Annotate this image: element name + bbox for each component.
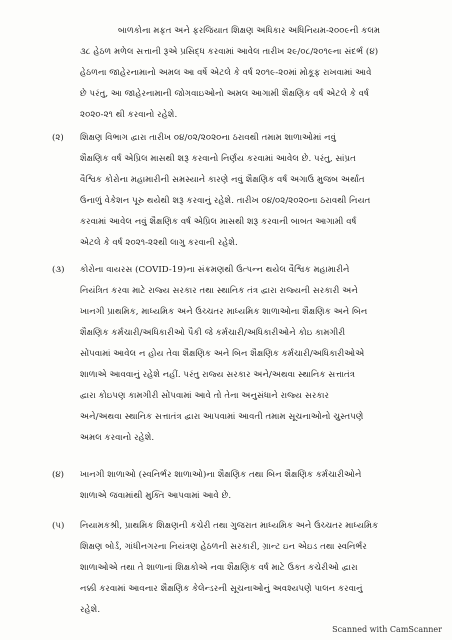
item-number: (૩) [52, 265, 65, 275]
intro-line: બાળકોના મફત અને ફરજિયાત શિક્ષણ અધિકાર અધિનિયમ-૨૦૦૯ની કલમ [118, 26, 381, 36]
item-line: વૈશ્વિક કોરોના મહામારીની સમસ્યાને કારણે નવું શૈક્ષણિક વર્ષ અગાઉ મુજબ અર્થાત [80, 175, 365, 185]
item-line: નક્કી કરવામાં આવનાર શૈક્ષણિક કેલેન્ડરની સૂચનાઓનું અવશ્યપણે પાલન કરવાનું [80, 584, 363, 594]
item-line: કરવામાં આવેલ નવું શૈક્ષણિક વર્ષ એપ્રિલ માસથી શરૂ કરવાની બાબત આગામી વર્ષ [80, 217, 357, 227]
item-line: શૈક્ષણિક કર્મચારી/અધિકારીઓ પૈકી જે કર્મચારી/અધિકારીઓને કોઇ કામગીરી [80, 328, 346, 338]
item-line: શાળાઓએ તથા તે શાળાનાં શિક્ષકોએ નવા શૈક્ષણિક વર્ષ માટે ઉક્ત કચેરીઓ દ્વારા [80, 563, 358, 573]
item-line: રહેશે. [80, 605, 101, 615]
item-line: ખાનગી શાળાઓ (સ્વનિર્ભર શાળાઓ)ના શૈક્ષણિક તથા બિન શૈક્ષણિક કર્મચારીઓને [80, 470, 362, 480]
item-line: કોરોના વાયરસ (COVID-19)ના સંક્રમણથી ઉત્પન્ન થયેલ વૈશ્વિક મહામારીને [80, 265, 350, 275]
intro-line: હેઠળના જાહેરનામાનો અમલ આ વર્ષે એટલે કે વર્ષ ૨૦૧૯-૨૦માં મોકૂફ રાખવામાં આવે [80, 68, 372, 78]
item-line: શાળાએ જવામાંથી મુક્તિ આપવામાં આવે છે. [80, 491, 232, 501]
item-number: (૫) [52, 521, 65, 531]
camscanner-watermark: Scanned with CamScanner [332, 625, 442, 634]
item-line: દ્વારા કોઇપણ કામગીરી સોંપવામાં આવે તો તેના અનુસંધાને રાજ્ય સરકાર [80, 391, 330, 401]
item-line: શૈક્ષણિક વર્ષ એપ્રિલ માસથી શરૂ કરવાનો નિર્ણય કરવામાં આવેલ છે. પરંતુ, સાંપ્રત [80, 154, 356, 164]
item-line: શિક્ષણ વિભાગ દ્વારા તારીખ ૦૪/૦૨/૨૦૨૦ના ઠરાવથી તમામ શાળાઓમાં નવું [80, 133, 337, 143]
item-number: (૨) [52, 133, 64, 143]
item-line: અમલ કરવાનો રહેશે. [80, 433, 155, 443]
item-line: એટલે કે વર્ષ ૨૦૨૧-૨૨થી લાગુ કરવાની રહેશે. [80, 238, 238, 248]
intro-line: છે પરંતુ, આ જાહેરનામાની જોગવાઇઓનો અમલ આગામી શૈક્ષણિક વર્ષ એટલે કે વર્ષ [80, 89, 369, 99]
item-line: શાળાએ આવવાનું રહેશે નહીં. પરંતુ રાજ્ય સરકાર અને/અથવા સ્થાનિક સત્તાતંત્ર [80, 370, 356, 380]
item-line: ખાનગી પ્રાથમિક, માધ્યમિક અને ઉચ્ચતર માધ્યમિક શાળાઓના શૈક્ષણિક અને બિન [80, 307, 368, 317]
intro-line: ૩૮ હેઠળ મળેલ સત્તાની રૂએ પ્રસિદ્ધ કરવામાં આવેલ તારીખ ૨૯/૦૮/૨૦૧૯ના સંદર્ભ (૪) [80, 47, 379, 57]
item-number: (૪) [52, 470, 65, 480]
intro-line: ૨૦૨૦-૨૧ થી કરવાનો રહેશે. [80, 110, 178, 120]
item-line: અને/અથવા સ્થાનિક સત્તાતંત્ર દ્વારા આપવામાં આવતી તમામ સૂચનાઓનો ચુસ્તપણે [80, 412, 364, 422]
item-line: નિયામકશ્રી, પ્રાથમિક શિક્ષણની કચેરી તથા ગુજરાત માધ્યમિક અને ઉચ્ચતર માધ્યમિક [80, 521, 379, 531]
item-line: સોંપવામાં આવેલ ન હોય તેવા શૈક્ષણિક અને બિન શૈક્ષણિક કર્મચારી/અધિકારીઓએ [80, 349, 365, 359]
item-line: શિક્ષણ બોર્ડ, ગાંધીનગરના નિયંત્રણ હેઠળની સરકારી, ગ્રાન્ટ ઇન એઇડ તથા સ્વનિર્ભર [80, 542, 367, 552]
item-line: ઉનાળું વેકેશન પૂરુ થયેથી શરૂ કરવાનું રહેશે. તારીખ ૦૪/૦૨/૨૦૨૦ના ઠરાવથી નિયત [80, 196, 371, 206]
item-line: નિયંત્રિત કરવા માટે રાજ્ય સરકાર તથા સ્થાનિક તંત્ર દ્વારા રાજ્યની સરકારી અને [80, 286, 358, 296]
